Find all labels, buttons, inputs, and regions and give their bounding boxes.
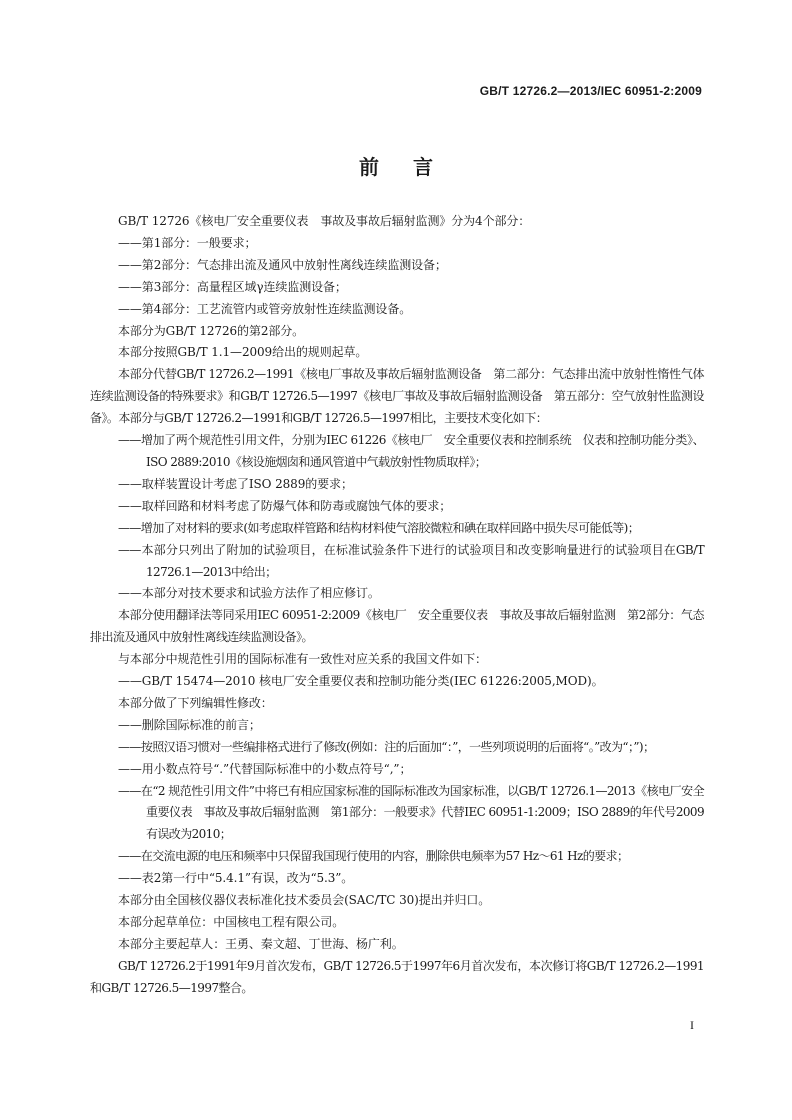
list-item-edit-6: ——表2第一行中“5.4.1”有误，改为“5.3”。 [118, 871, 354, 886]
list-item-edit-1: ——删除国际标准的前言； [118, 717, 261, 732]
paragraph-history: GB/T 12726.2于1991年9月首次发布，GB/T 12726.5于1997年6月首次发布，本次修订将GB/T 12726.2—1991和GB/T 12726.5—1997整合。 [90, 958, 704, 995]
list-item-edit-3: ——用小数点符号“.”代替国际标准中的小数点符号“,”； [118, 761, 412, 776]
list-item-edit-2: ——按照汉语习惯对一些编排格式进行了修改(例如：注的后面加“：”，一些列项说明的后面将“。”改为“；”)； [118, 739, 655, 754]
paragraph-drafting-unit: 本部分起草单位：中国核电工程有限公司。 [118, 915, 345, 929]
standard-code-header: GB/T 12726.2—2013/IEC 60951-2:2009 [479, 84, 702, 98]
list-item-reference: ——GB/T 15474—2010 核电厂安全重要仪表和控制功能分类(IEC 61226:2005,MOD)。 [118, 674, 604, 689]
paragraph-intro: GB/T 12726《核电厂安全重要仪表 事故及事故后辐射监测》分为4个部分： [118, 214, 531, 228]
paragraph-replacement: 本部分代替GB/T 12726.2—1991《核电厂事故及事故后辐射监测设备 第二部分：气态排出流中放射性惰性气体连续监测设备的特殊要求》和GB/T 12726.5—1997《核电厂事故及事故后辐射监测设备 第五部分：空气放射性监测设备》。本部分与GB/T 12726.2—1991和GB/T 12726.5—1997相比，主要技术变化如下： [90, 367, 704, 426]
foreword-body [90, 211, 704, 1000]
paragraph-editorial: 本部分做了下列编辑性修改： [118, 695, 273, 710]
paragraph-corresponding-docs: 与本部分中规范性引用的国际标准有一致性对应关系的我国文件如下： [118, 652, 487, 667]
paragraph-drafting-rules: 本部分按照GB/T 1.1—2009给出的规则起草。 [118, 345, 368, 360]
list-item-change-3: ——取样回路和材料考虑了防爆气体和防毒或腐蚀气体的要求； [118, 498, 452, 513]
list-item-change-6: ——本部分对技术要求和试验方法作了相应修订。 [118, 586, 380, 601]
list-item-change-4: ——增加了对材料的要求(如考虑取样管路和结构材料使气溶胶微粒和碘在取样回路中损失尽可能低等)； [118, 520, 640, 535]
list-item-edit-4: ——在“2 规范性引用文件”中将已有相应国家标准的国际标准改为国家标准，以GB/T 12726.1—2013《核电厂安全重要仪表 事故及事故后辐射监测 第1部分：一般要求》代替IEC 60951-1:2009；ISO 2889的年代号2009有误改为2010； [118, 783, 704, 842]
list-item-change-1: ——增加了两个规范性引用文件，分别为IEC 61226《核电厂 安全重要仪表和控制系统 仪表和控制功能分类》、ISO 2889:2010《核设施烟囱和通风管道中气载放射性物质取样》； [118, 433, 704, 469]
paragraph-drafters: 本部分主要起草人：王勇、秦文超、丁世海、杨广利。 [118, 936, 404, 951]
list-item-part-3: ——第3部分：高量程区域γ连续监测设备； [118, 279, 347, 294]
page-number: I [690, 1018, 694, 1032]
list-item-edit-5: ——在交流电源的电压和频率中只保留我国现行使用的内容，删除供电频率为57 Hz～61 Hz的要求； [118, 849, 629, 864]
list-item-part-1: ——第1部分：一般要求； [118, 235, 257, 250]
list-item-change-5: ——本部分只列出了附加的试验项目，在标准试验条件下进行的试验项目和改变影响量进行的试验项目在GB/T 12726.1—2013中给出； [118, 542, 704, 579]
paragraph-proposer: 本部分由全国核仪器仪表标准化技术委员会(SAC/TC 30)提出并归口。 [118, 893, 491, 908]
paragraph-part-statement: 本部分为GB/T 12726的第2部分。 [118, 323, 305, 338]
page-title: 前言 [359, 155, 467, 179]
list-item-part-2: ——第2部分：气态排出流及通风中放射性离线连续监测设备； [118, 257, 447, 272]
list-item-part-4: ——第4部分：工艺流管内或管旁放射性连续监测设备。 [118, 301, 412, 316]
paragraph-translation: 本部分使用翻译法等同采用IEC 60951-2:2009《核电厂 安全重要仪表 事故及事故后辐射监测 第2部分：气态排出流及通风中放射性离线连续监测设备》。 [90, 608, 704, 645]
list-item-change-2: ——取样装置设计考虑了ISO 2889的要求； [118, 476, 353, 491]
